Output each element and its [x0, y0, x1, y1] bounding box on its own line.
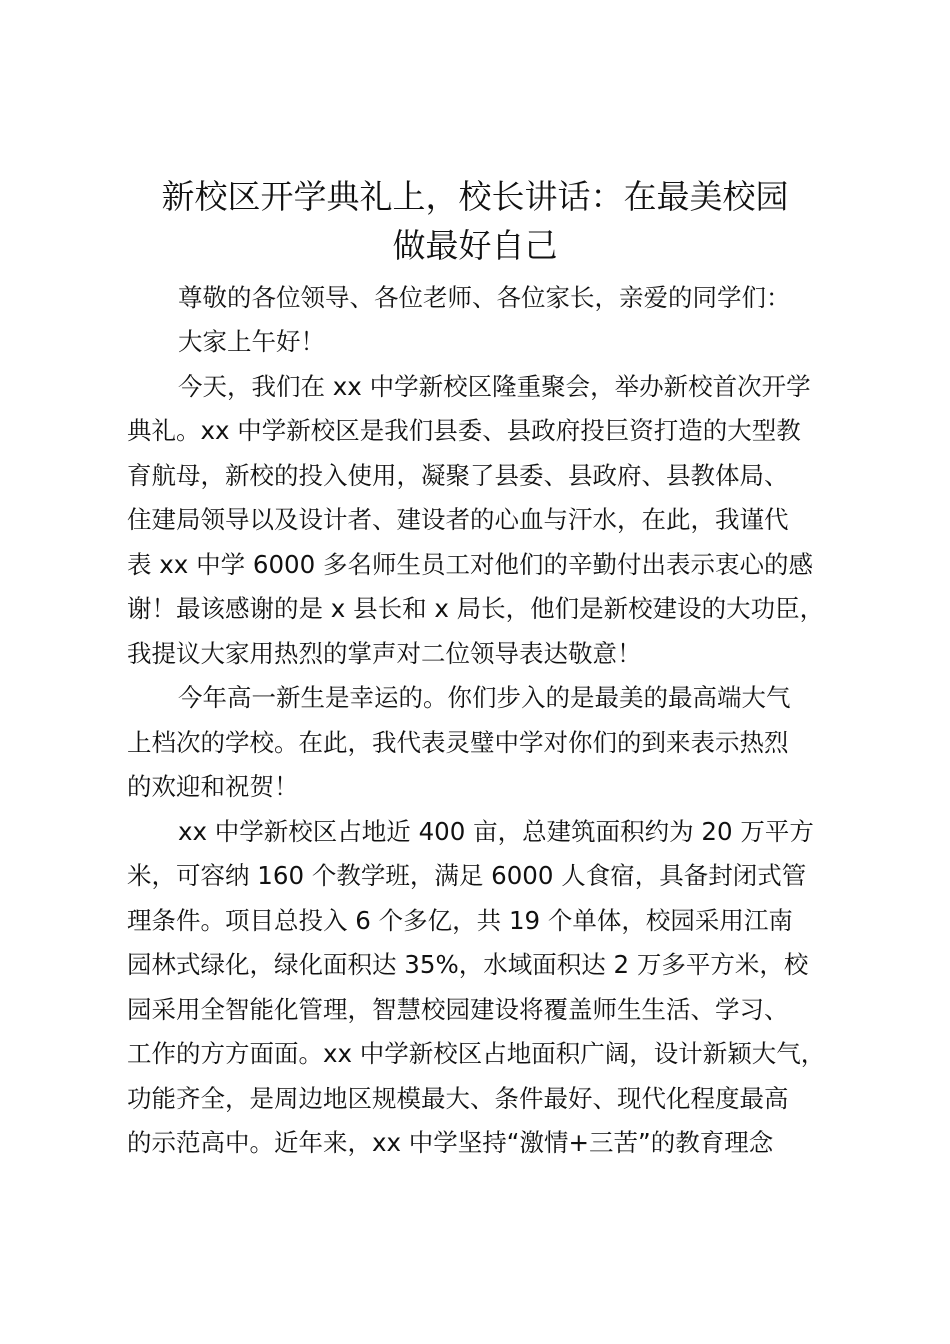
greeting-line: 大家上午好！ [178, 327, 325, 356]
paragraph-1-line-5: 表 xx 中学 6000 多名师生员工对他们的辛勤付出表示衷心的感 [127, 550, 813, 579]
paragraph-1-line-2: 典礼。xx 中学新校区是我们县委、县政府投巨资打造的大型教 [127, 416, 801, 445]
paragraph-1-line-7: 我提议大家用热烈的掌声对二位领导表达敬意！ [127, 639, 642, 668]
paragraph-3-line-7: 功能齐全，是周边地区规模最大、条件最好、现代化程度最高 [127, 1084, 789, 1113]
paragraph-1-line-6: 谢！最该感谢的是 x 县长和 x 局长，他们是新校建设的大功臣， [127, 594, 825, 623]
paragraph-3-line-2: 米，可容纳 160 个教学班，满足 6000 人食宿，具备封闭式管 [127, 861, 807, 890]
paragraph-3-line-5: 园采用全智能化管理，智慧校园建设将覆盖师生生活、学习、 [127, 995, 789, 1024]
paragraph-2-line-3: 的欢迎和祝贺！ [127, 772, 299, 801]
paragraph-3-line-4: 园林式绿化，绿化面积达 35%，水域面积达 2 万多平方米，校 [127, 950, 809, 979]
paragraph-3-line-1: xx 中学新校区占地近 400 亩，总建筑面积约为 20 万平方 [178, 817, 814, 846]
document-title-line-1: 新校区开学典礼上，校长讲话：在最美校园 [161, 177, 789, 216]
paragraph-2-line-1: 今年高一新生是幸运的。你们步入的是最美的最高端大气 [178, 683, 791, 712]
salutation-line: 尊敬的各位领导、各位老师、各位家长，亲爱的同学们： [178, 283, 791, 312]
paragraph-2-line-2: 上档次的学校。在此，我代表灵璧中学对你们的到来表示热烈 [127, 728, 789, 757]
paragraph-1-line-3: 育航母，新校的投入使用，凝聚了县委、县政府、县教体局、 [127, 461, 789, 490]
paragraph-3-line-8: 的示范高中。近年来，xx 中学坚持“激情+三苦”的教育理念 [127, 1128, 774, 1157]
paragraph-1-line-4: 住建局领导以及设计者、建设者的心血与汗水，在此，我谨代 [127, 505, 789, 534]
paragraph-3-line-6: 工作的方方面面。xx 中学新校区占地面积广阔，设计新颖大气， [127, 1039, 826, 1068]
document-title-line-2: 做最好自己 [392, 226, 558, 265]
paragraph-1-line-1: 今天，我们在 xx 中学新校区隆重聚会，举办新校首次开学 [178, 372, 811, 401]
paragraph-3-line-3: 理条件。项目总投入 6 个多亿，共 19 个单体，校园采用江南 [127, 906, 793, 935]
